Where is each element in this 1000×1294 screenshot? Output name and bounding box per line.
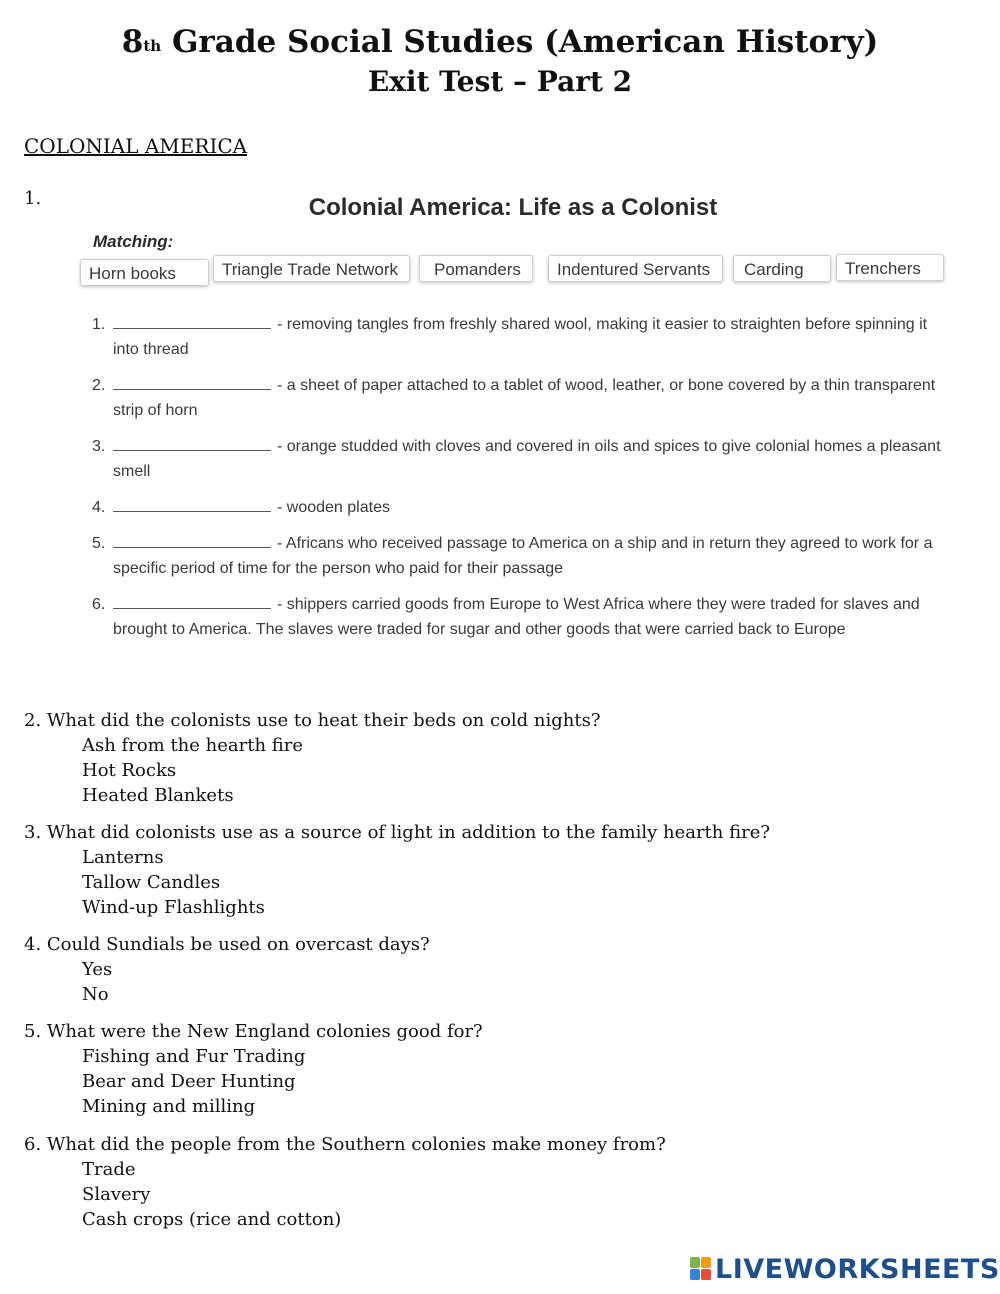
answer-blank[interactable] [113,374,271,390]
answer-option[interactable]: Bear and Deer Hunting [82,1071,296,1092]
answer-option[interactable]: Trade [82,1159,136,1180]
word-bank-chip[interactable]: Trenchers [836,254,944,281]
answer-blank[interactable] [113,313,271,329]
answer-option[interactable]: Yes [82,959,113,980]
liveworksheets-logo-icon [690,1257,712,1281]
question-text: 5. What were the New England colonies good for? [24,1021,483,1042]
answer-option[interactable]: Ash from the hearth fire [82,735,304,756]
answer-option[interactable]: Mining and milling [82,1096,256,1117]
page-subtitle: Exit Test – Part 2 [367,65,633,98]
word-bank-chip[interactable]: Indentured Servants [548,255,723,282]
worksheet-title: Colonial America: Life as a Colonist [308,194,718,221]
matching-label: Matching: [93,232,174,251]
worksheet-image: Colonial America: Life as a Colonist Matching: Horn books Triangle Trade Network Pomanders Indentured Servants Carding Trenchers 1. - removing tangles from freshly shared wool, making it easier to straighten before spinning it into thread 2. - a sheet of paper attached to a tablet of wood, leather, or bone covered by a thin transparent strip of horn 3. - orange studded with cloves and covered in oils and spices to give colonial homes a pleasant smell 4. - wooden plates 5. - Africans who received passage to America on a ship and in return they agreed to work for a specific period of time for the person who paid for their passage 6. - shippers carried goods from Europe to West Africa where they were traded for slaves and brought to America. The slaves were traded for sugar and other goods that were carried back to Europe [78,192,948,672]
word-bank-chip[interactable]: Triangle Trade Network [213,255,410,282]
question-text: 4. Could Sundials be used on overcast days? [24,934,430,955]
answer-option[interactable]: Cash crops (rice and cotton) [82,1209,342,1230]
answer-option[interactable]: Fishing and Fur Trading [82,1046,306,1067]
question-text: 3. What did colonists use as a source of light in addition to the family hearth fire? [24,822,771,843]
page-title: 8th Grade Social Studies (American History) [121,24,879,60]
answer-blank[interactable] [113,435,271,451]
answer-option[interactable]: No [82,984,109,1005]
question-1-number: 1. [24,188,42,209]
answer-option[interactable]: Wind-up Flashlights [82,897,265,918]
section-heading: COLONIAL AMERICA [24,134,248,158]
answer-option[interactable]: Lanterns [82,847,164,868]
answer-option[interactable]: Tallow Candles [82,872,221,893]
word-bank-chip[interactable]: Pomanders [419,255,533,282]
logo-text: LIVEWORKSHEETS [715,1253,1000,1285]
question-text: 6. What did the people from the Southern colonies make money from? [24,1134,666,1155]
title-superscript: th [143,37,162,55]
answer-blank[interactable] [113,593,271,609]
liveworksheets-logo [690,1252,1000,1286]
word-bank-chip[interactable]: Carding [733,255,831,282]
answer-option[interactable]: Heated Blankets [82,785,234,806]
question-text: 2. What did the colonists use to heat their beds on cold nights? [24,710,601,731]
answer-blank[interactable] [113,532,271,548]
answer-option[interactable]: Hot Rocks [82,760,177,781]
answer-blank[interactable] [113,496,271,512]
word-bank-chip[interactable]: Horn books [80,259,209,286]
answer-option[interactable]: Slavery [82,1184,151,1205]
